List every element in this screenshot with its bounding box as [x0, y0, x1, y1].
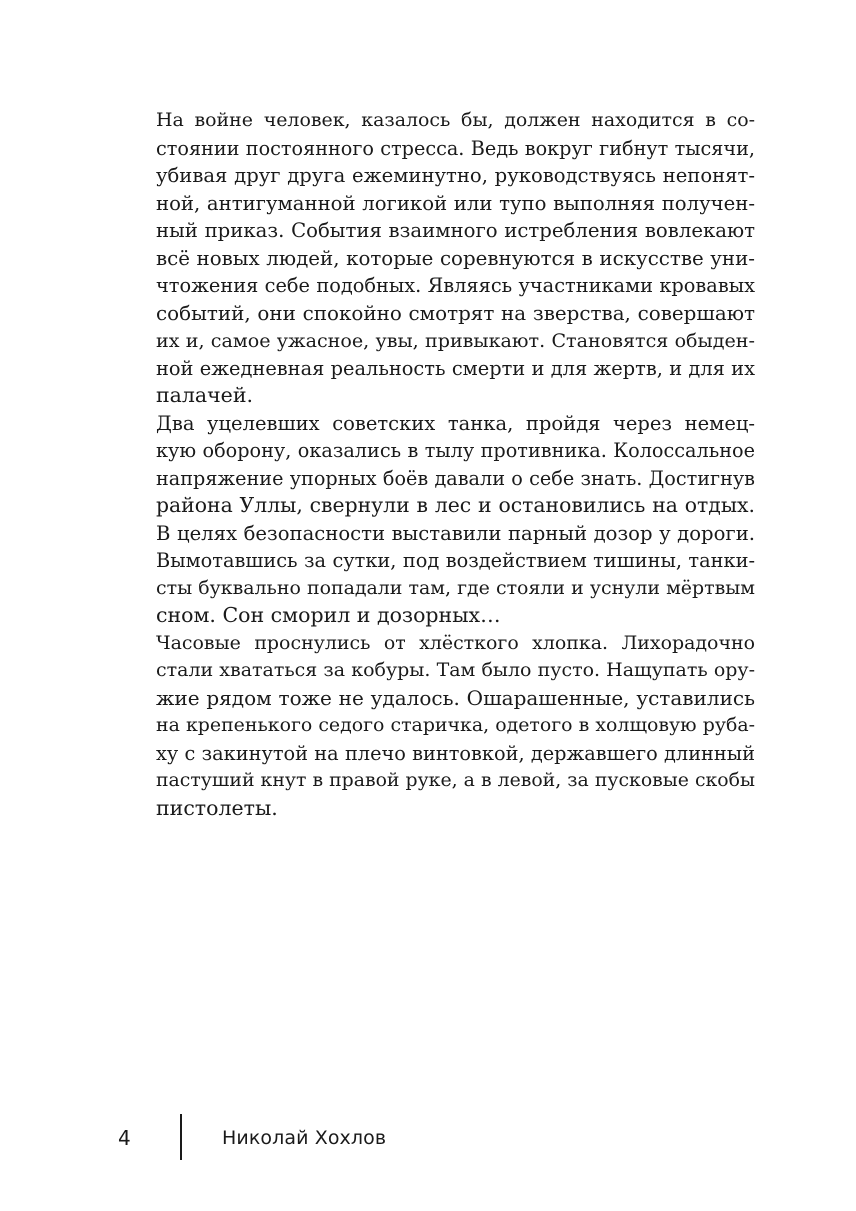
text-line: пистолеты.: [156, 795, 278, 820]
text-line: На войне человек, казалось бы, должен находится в со-: [156, 109, 755, 131]
running-footer-author: Николай Хохлов: [222, 1127, 387, 1149]
paragraph-3: [119, 630, 755, 823]
footer-divider: [180, 1114, 182, 1160]
text-line: напряжение упорных боёв давали о себе знать. Достигнув: [156, 466, 755, 490]
text-line: стоянии постоянного стресса. Ведь вокруг гибнут тысячи,: [156, 136, 755, 160]
text-line: событий, они спокойно смотрят на зверства, совершают: [156, 301, 755, 325]
text-line: палачей.: [156, 383, 253, 407]
text-line: ной ежедневная реальность смерти и для жертв, и для их: [156, 356, 755, 380]
text-line: чтожения себе подобных. Являясь участниками кровавых: [156, 274, 755, 297]
text-line: кую оборону, оказались в тылу противника. Колоссальное: [156, 439, 755, 462]
text-line: убивая друг друга ежеминутно, руководствуясь непонят-: [156, 164, 755, 187]
text-line: сты буквально попадали там, где стояли и уснули мёртвым: [156, 576, 755, 599]
text-line: района Уллы, свернули в лес и остановились на отдых.: [156, 493, 755, 517]
paragraph-1: [119, 107, 755, 410]
paragraph-2: [119, 410, 755, 630]
text-line: жие рядом тоже не удалось. Ошарашенные, уставились: [156, 685, 755, 710]
text-line: на крепенького седого старичка, одетого в холщовую руба-: [156, 714, 755, 736]
text-line: их и, самое ужасное, увы, привыкают. Становятся обыден-: [156, 329, 755, 352]
text-line: Два уцелевших советских танка, пройдя через немец-: [156, 411, 755, 435]
text-line: сном. Сон сморил и дозорных…: [156, 603, 501, 627]
page-number: 4: [118, 1126, 131, 1150]
page-body: [119, 107, 755, 822]
text-line: Часовые проснулись от хлёсткого хлопка. Лихорадочно: [156, 631, 755, 654]
text-line: В целях безопасности выставили парный дозор у дороги.: [156, 521, 755, 545]
text-line: всё новых людей, которые соревнуются в искусстве уни-: [156, 246, 755, 270]
text-line: пастуший кнут в правой руке, а в левой, за пусковые скобы: [156, 770, 755, 791]
text-line: ный приказ. События взаимного истребления вовлекают: [156, 219, 755, 242]
text-line: ной, антигуманной логикой или тупо выполняя получен-: [156, 191, 755, 215]
text-line: стали хвататься за кобуры. Там было пусто. Нащупать ору-: [156, 659, 755, 681]
text-line: Вымотавшись за сутки, под воздействием тишины, танки-: [156, 549, 755, 572]
text-line: ху с закинутой на плечо винтовкой, державшего длинный: [156, 741, 755, 765]
